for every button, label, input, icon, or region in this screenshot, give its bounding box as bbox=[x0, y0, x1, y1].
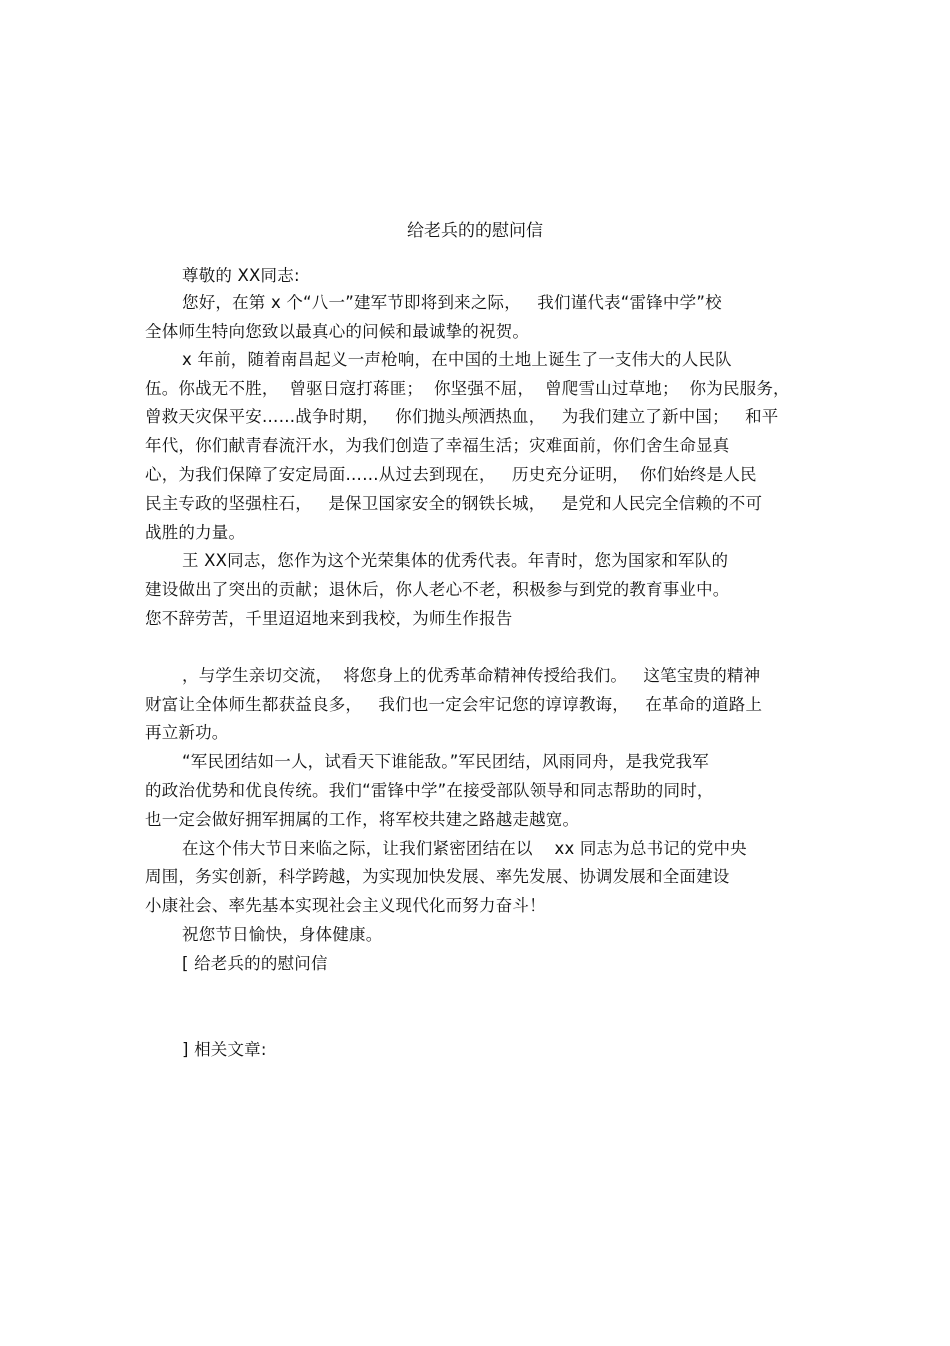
paragraph-line: 再立新功。 bbox=[145, 723, 229, 742]
paragraph-line: 心，为我们保障了安定局面……从过去到现在， 历史充分证明， 你们始终是人民 bbox=[145, 465, 757, 484]
paragraph-line: 全体师生特向您致以最真心的问候和最诚挚的祝贺。 bbox=[145, 322, 530, 341]
paragraph-line: ，与学生亲切交流， 将您身上的优秀革命精神传授给我们。 这笔宝贵的精神 bbox=[182, 666, 761, 685]
paragraph-line: “军民团结如一人，试看天下谁能敌。”军民团结，风雨同舟，是我党我军 bbox=[182, 752, 709, 771]
paragraph-line: 建设做出了突出的贡献；退休后，你人老心不老，积极参与到党的教育事业中。 bbox=[145, 580, 730, 599]
paragraph-line: 伍。你战无不胜， 曾驱日寇打蒋匪； 你坚强不屈， 曾爬雪山过草地； 你为民服务， bbox=[145, 379, 790, 398]
paragraph-line: 战胜的力量。 bbox=[145, 523, 246, 542]
paragraph-line: 年代，你们献青春流汗水，为我们创造了幸福生活；灾难面前，你们舍生命显真 bbox=[145, 436, 730, 455]
paragraph-line: 您好，在第 x 个“八一”建军节即将到来之际， 我们谨代表“雷锋中学”校 bbox=[182, 293, 722, 312]
paragraph-line: 也一定会做好拥军拥属的工作，将军校共建之路越走越宽。 bbox=[145, 810, 580, 829]
paragraph-line: 小康社会、率先基本实现社会主义现代化而努力奋斗！ bbox=[145, 896, 546, 915]
closing-line: 祝您节日愉快，身体健康。 bbox=[182, 925, 383, 944]
page-title: 给老兵的的慰问信 bbox=[407, 221, 543, 241]
salutation: 尊敬的 XX同志: bbox=[182, 266, 300, 285]
paragraph-line: 民主专政的坚强柱石， 是保卫国家安全的钢铁长城， 是党和人民完全信赖的不可 bbox=[145, 494, 763, 513]
paragraph-line: 王 XX同志，您作为这个光荣集体的优秀代表。年青时，您为国家和军队的 bbox=[182, 551, 729, 570]
paragraph-line: 的政治优势和优良传统。我们“雷锋中学”在接受部队领导和同志帮助的同时， bbox=[145, 781, 714, 800]
related-link-open: [ 给老兵的的慰问信 bbox=[182, 954, 328, 973]
related-articles-label: ] 相关文章: bbox=[182, 1040, 267, 1059]
paragraph-line: x 年前，随着南昌起义一声枪响，在中国的土地上诞生了一支伟大的人民队 bbox=[182, 350, 732, 369]
paragraph-line: 财富让全体师生都获益良多， 我们也一定会牢记您的谆谆教诲， 在革命的道路上 bbox=[145, 695, 763, 714]
paragraph-line: 在这个伟大节日来临之际，让我们紧密团结在以 xx 同志为总书记的党中央 bbox=[182, 839, 747, 858]
paragraph-line: 您不辞劳苦，千里迢迢地来到我校，为师生作报告 bbox=[145, 609, 513, 628]
paragraph-line: 曾救天灾保平安……战争时期， 你们抛头颅洒热血， 为我们建立了新中国； 和平 bbox=[145, 407, 779, 426]
paragraph-line: 周围，务实创新，科学跨越，为实现加快发展、率先发展、协调发展和全面建设 bbox=[145, 867, 730, 886]
